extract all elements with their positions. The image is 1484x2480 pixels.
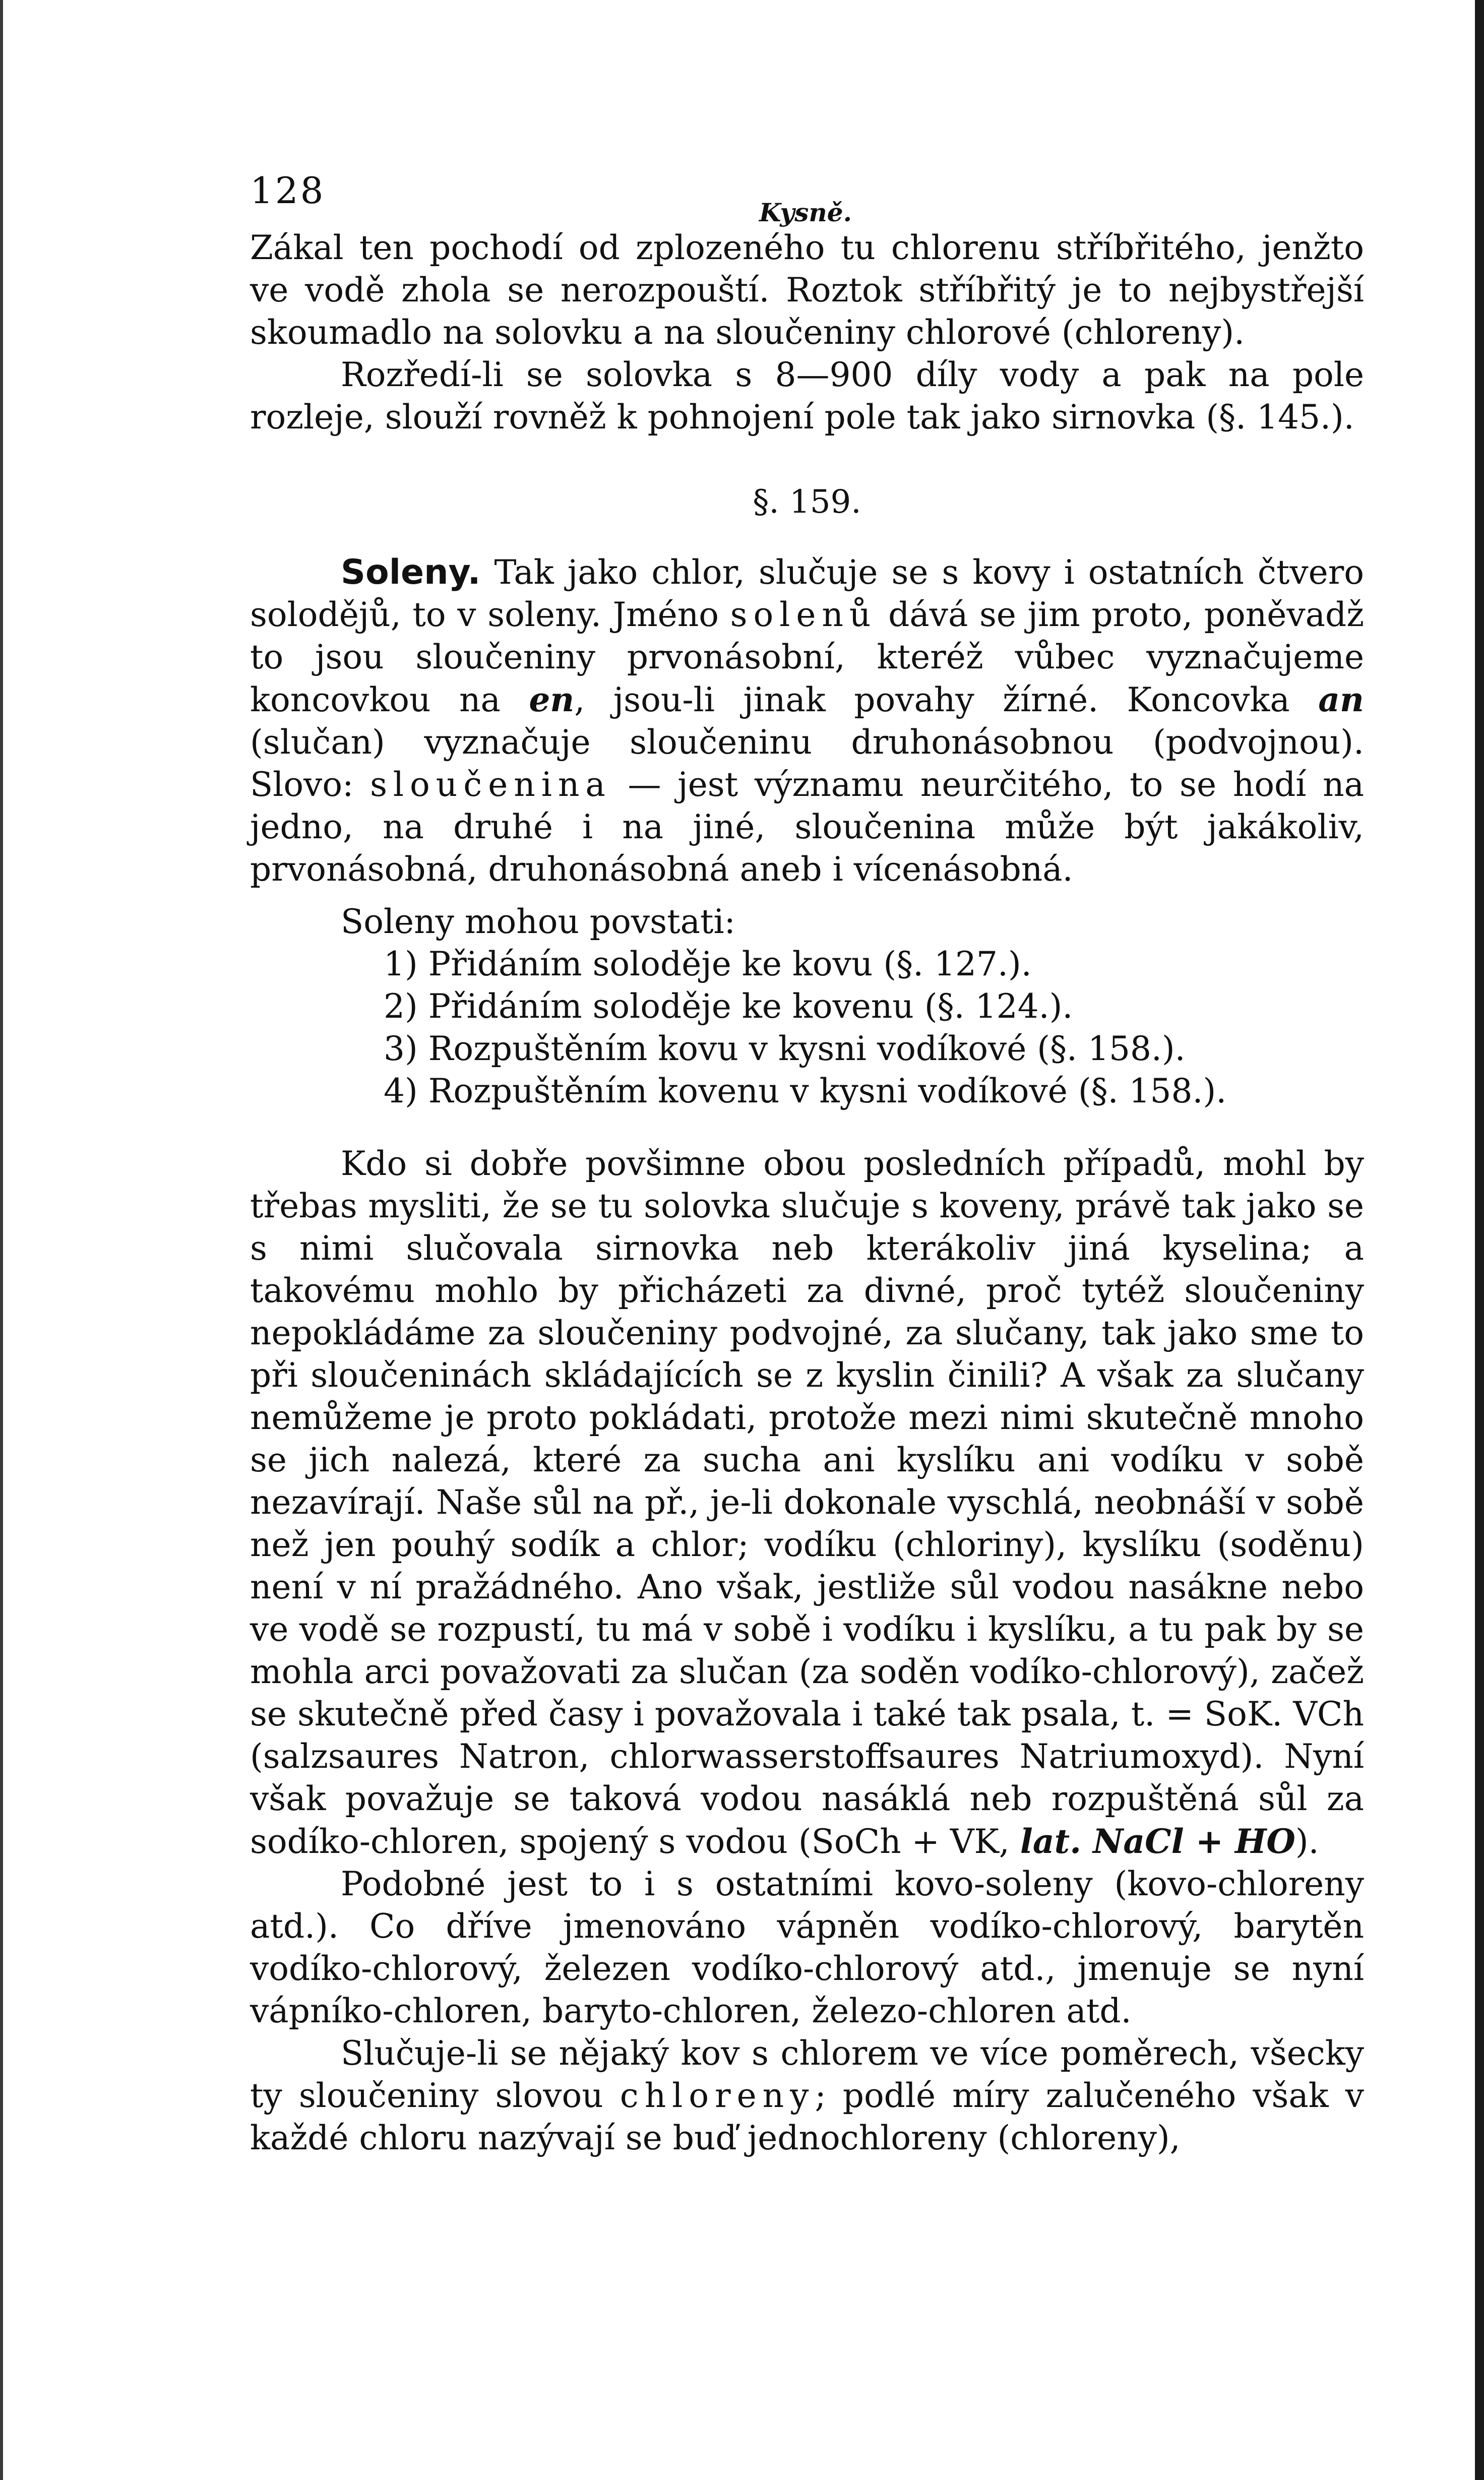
book-page bbox=[250, 151, 1364, 2159]
paragraph-3-text-b: ). bbox=[1295, 1822, 1319, 1861]
section-159-text-c: , jsou-li jinak povahy žírné. Koncovka bbox=[574, 680, 1319, 719]
section-title: §. 159. bbox=[753, 483, 861, 521]
term-soleny: Soleny. bbox=[341, 552, 481, 592]
section-159-text-b: dává se jim proto, poněvadž to jsou sloučeniny prvonásobní, kteréž vůbec vyznačujeme koncovkou na bbox=[250, 595, 1364, 719]
paragraph-5-text-b: ; podlé míry zalučeného však v každé chloru nazývají se buď jednochloreny (chloreny), bbox=[250, 2076, 1365, 2157]
paragraph-4: Podobné jest to i s ostatními kovo-soleny (kovo-chloreny atd.). Co dříve jmenováno vápněn vodíko-chlorový, barytěn vodíko-chlorový, železen vodíko-chlorový atd., jmenuje se nyní vápníko-chloren, baryto-chloren, železo-chloren atd. bbox=[250, 1865, 1364, 2030]
paragraph-2: Rozředí-li se solovka s 8—900 díly vody a pak na pole rozleje, slouží rovněž k pohnojení pole tak jako sirnovka (§. 145.). bbox=[250, 355, 1364, 437]
section-159-text-d: (slučan) vyznačuje sloučeninu druhonásobnou (podvojnou). Slovo: bbox=[250, 723, 1364, 804]
scan-edge-left bbox=[0, 0, 3, 2480]
suffix-an: an bbox=[1318, 680, 1364, 719]
page-number: 128 bbox=[250, 169, 326, 212]
list-intro: Soleny mohou povstati: bbox=[341, 902, 735, 941]
paragraph-3-text-a: Kdo si dobře povšimne obou posledních případů, mohl by třebas mysliti, že se tu solovka slučuje s koveny, právě tak jako se s nimi slučovala sirnovka neb kterákoliv jiná kyselina; a takovému mohlo by přicházeti za divné, proč tytéž sloučeniny nepokládáme za sloučeniny podvojné, za slučany, tak jako sme to při sloučeninách skládajících se z kyslin činili? A však za slučany nemůžeme je proto pokládati, protože mezi nimi skutečně mnoho se jich nalezá, které za sucha ani kyslíku ani vodíku v sobě nezavírají. Naše sůl na př., je-li dokonale vyschlá, neobnáší v sobě než jen pouhý sodík a chlor; vodíku (chloriny), kyslíku (soděnu) není v ní pražádného. Ano však, jestliže sůl vodou nasákne nebo ve vodě se rozpustí, tu má v sobě i vodíku i kyslíku, a tu pak by se mohla arci považovati za slučan (za soděn vodíko-chlorový), začež se skutečně před časy i považovala i také tak psala, t. = SoK. VCh (salzsaures Natron, chlorwasserstoffsaures Natriumoxyd). Nyní však považuje se taková vodou nasáklá neb rozpuštěná sůl za sodíko-chloren, spojený s vodou (SoCh + VK, bbox=[250, 1144, 1364, 1861]
list-item: 3) Rozpuštěním kovu v kysni vodíkové (§. 158.). bbox=[384, 1029, 1186, 1068]
suffix-en: en bbox=[529, 680, 575, 719]
list-item: 1) Přidáním soloděje ke kovu (§. 127.). bbox=[384, 945, 1032, 983]
spaced-term-sloucenina: sloučenina bbox=[370, 765, 611, 804]
paragraph-5-text-a: Slučuje-li se nějaký kov s chlorem ve více poměrech, všecky ty sloučeniny slovou bbox=[250, 2034, 1364, 2115]
running-head: Kysně. bbox=[759, 198, 852, 227]
formation-list bbox=[250, 943, 1364, 1112]
list-item: 2) Přidáním soloděje ke kovenu (§. 124.). bbox=[384, 987, 1073, 1026]
formula-latin: lat. NaCl + HO bbox=[1020, 1822, 1295, 1861]
section-159-text-a: Tak jako chlor, slučuje se s kovy i ostatních čtvero solodějů, to v soleny. Jméno bbox=[250, 553, 1364, 634]
paragraph-3 bbox=[250, 1143, 1364, 1863]
spaced-term-chloreny: chloreny bbox=[620, 2076, 815, 2115]
section-159-paragraph bbox=[250, 551, 1364, 891]
page-header bbox=[250, 151, 1364, 227]
section-159-text-e: — jest významu neurčitého, to se hodí na jedno, na druhé i na jiné, sloučenina může být jakákoliv, prvonásobná, druhonásobná aneb i vícenásobná. bbox=[250, 765, 1365, 889]
paragraph-1: Zákal ten pochodí od zplozeného tu chlorenu stříbřitého, jenžto ve vodě zhola se nerozpouští. Roztok stříbřitý je to nejbystřejší skoumadlo na solovku a na sloučeniny chlorové (chloreny). bbox=[250, 228, 1364, 352]
list-item: 4) Rozpuštěním kovenu v kysni vodíkové (§. 158.). bbox=[384, 1072, 1227, 1110]
paragraph-5 bbox=[250, 2032, 1364, 2159]
paragraph-gap bbox=[250, 1112, 1364, 1143]
spaced-term-solenu: solenů bbox=[730, 595, 877, 634]
scan-edge-right bbox=[1475, 0, 1484, 2480]
